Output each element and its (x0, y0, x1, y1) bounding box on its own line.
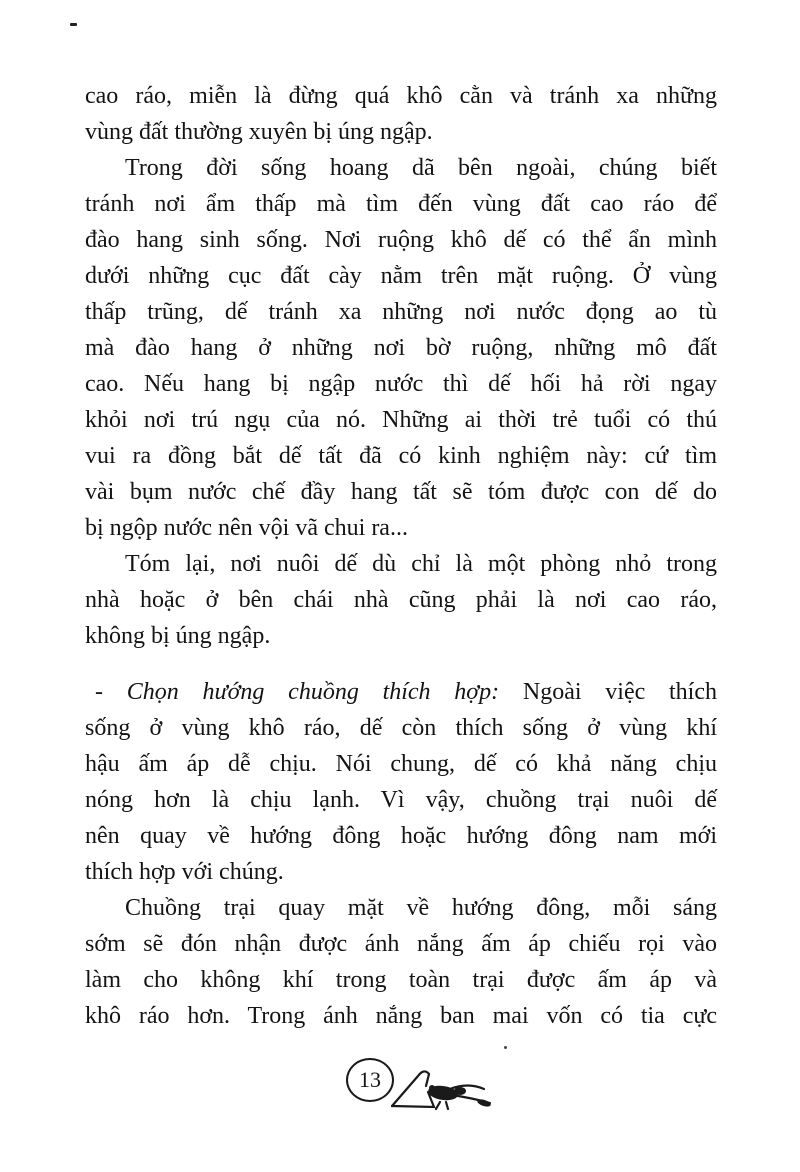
text-line (85, 510, 717, 546)
text-run: nhà hoặc ở bên chái nhà cũng phải là nơi cao ráo, (85, 587, 717, 613)
text-line (85, 546, 717, 582)
text-run: khỏi nơi trú ngụ của nó. Những ai thời trẻ tuổi có thú (85, 407, 717, 433)
page-number-badge (346, 1058, 394, 1102)
text-line (85, 818, 717, 854)
text-line (85, 150, 717, 186)
text-run: bị ngộp nước nên vội vã chui ra... (85, 515, 408, 541)
text-line (85, 474, 717, 510)
text-line (85, 438, 717, 474)
text-run: làm cho không khí trong toàn trại được ấm áp và (85, 967, 717, 993)
text-line (85, 330, 717, 366)
text-line (85, 926, 717, 962)
text-run: tránh nơi ẩm thấp mà tìm đến vùng đất cao ráo để (85, 191, 717, 217)
text-line (85, 366, 717, 402)
text-run: Trong đời sống hoang dã bên ngoài, chúng biết (125, 155, 717, 181)
text-line (85, 618, 717, 654)
text-run: mà đào hang ở những nơi bờ ruộng, những mô đất (85, 335, 717, 361)
text-line (85, 186, 717, 222)
italic-run: - Chọn hướng chuồng thích hợp: (95, 679, 500, 705)
text-line (85, 674, 717, 710)
text-run: hậu ấm áp dễ chịu. Nói chung, dế có khả năng chịu (85, 751, 717, 777)
text-run: vui ra đồng bắt dế tất đã có kinh nghiệm này: cứ tìm (85, 443, 717, 469)
text-line (85, 258, 717, 294)
text-run: vài bụm nước chế đầy hang tất sẽ tóm được con dế do (85, 479, 717, 505)
page-footer (346, 1058, 500, 1119)
text-line (85, 582, 717, 618)
text-line (85, 710, 717, 746)
text-line (85, 962, 717, 998)
text-line (85, 402, 717, 438)
page-number: 13 (359, 1067, 381, 1092)
text-run: cao. Nếu hang bị ngập nước thì dế hối hả rời ngay (85, 371, 717, 397)
scan-speck (70, 23, 77, 26)
text-run: Chuồng trại quay mặt về hướng đông, mỗi sáng (125, 895, 717, 921)
text-line (85, 854, 717, 890)
text-run: sớm sẽ đón nhận được ánh nắng ấm áp chiếu rọi vào (85, 931, 717, 957)
text-run: Ngoài việc thích (499, 679, 717, 705)
text-run: Tóm lại, nơi nuôi dế dù chỉ là một phòng nhỏ trong (125, 551, 717, 577)
text-run: dưới những cục đất cày nằm trên mặt ruộng. Ở vùng (85, 263, 717, 289)
text-run: không bị úng ngập. (85, 623, 271, 649)
text-line (85, 890, 717, 926)
text-run: nóng hơn là chịu lạnh. Vì vậy, chuồng trại nuôi dế (85, 787, 717, 813)
text-run: thích hợp với chúng. (85, 859, 284, 885)
cricket-sketch-icon (388, 1062, 500, 1119)
text-line (85, 222, 717, 258)
text-line (85, 78, 717, 114)
scan-speck (504, 1046, 507, 1049)
text-line (85, 998, 717, 1034)
text-run: nên quay về hướng đông hoặc hướng đông nam mới (85, 823, 717, 849)
text-line (85, 782, 717, 818)
text-run: sống ở vùng khô ráo, dế còn thích sống ở vùng khí (85, 715, 717, 741)
text-line (85, 294, 717, 330)
text-run: cao ráo, miễn là đừng quá khô cằn và tránh xa những (85, 83, 717, 109)
text-line (85, 114, 717, 150)
text-run: đào hang sinh sống. Nơi ruộng khô dế có thể ẩn mình (85, 227, 717, 253)
text-block (85, 78, 717, 1034)
text-line (85, 746, 717, 782)
text-run: khô ráo hơn. Trong ánh nắng ban mai vốn có tia cực (85, 1003, 717, 1029)
text-run: thấp trũng, dế tránh xa những nơi nước đọng ao tù (85, 299, 717, 325)
text-run: vùng đất thường xuyên bị úng ngập. (85, 119, 433, 145)
